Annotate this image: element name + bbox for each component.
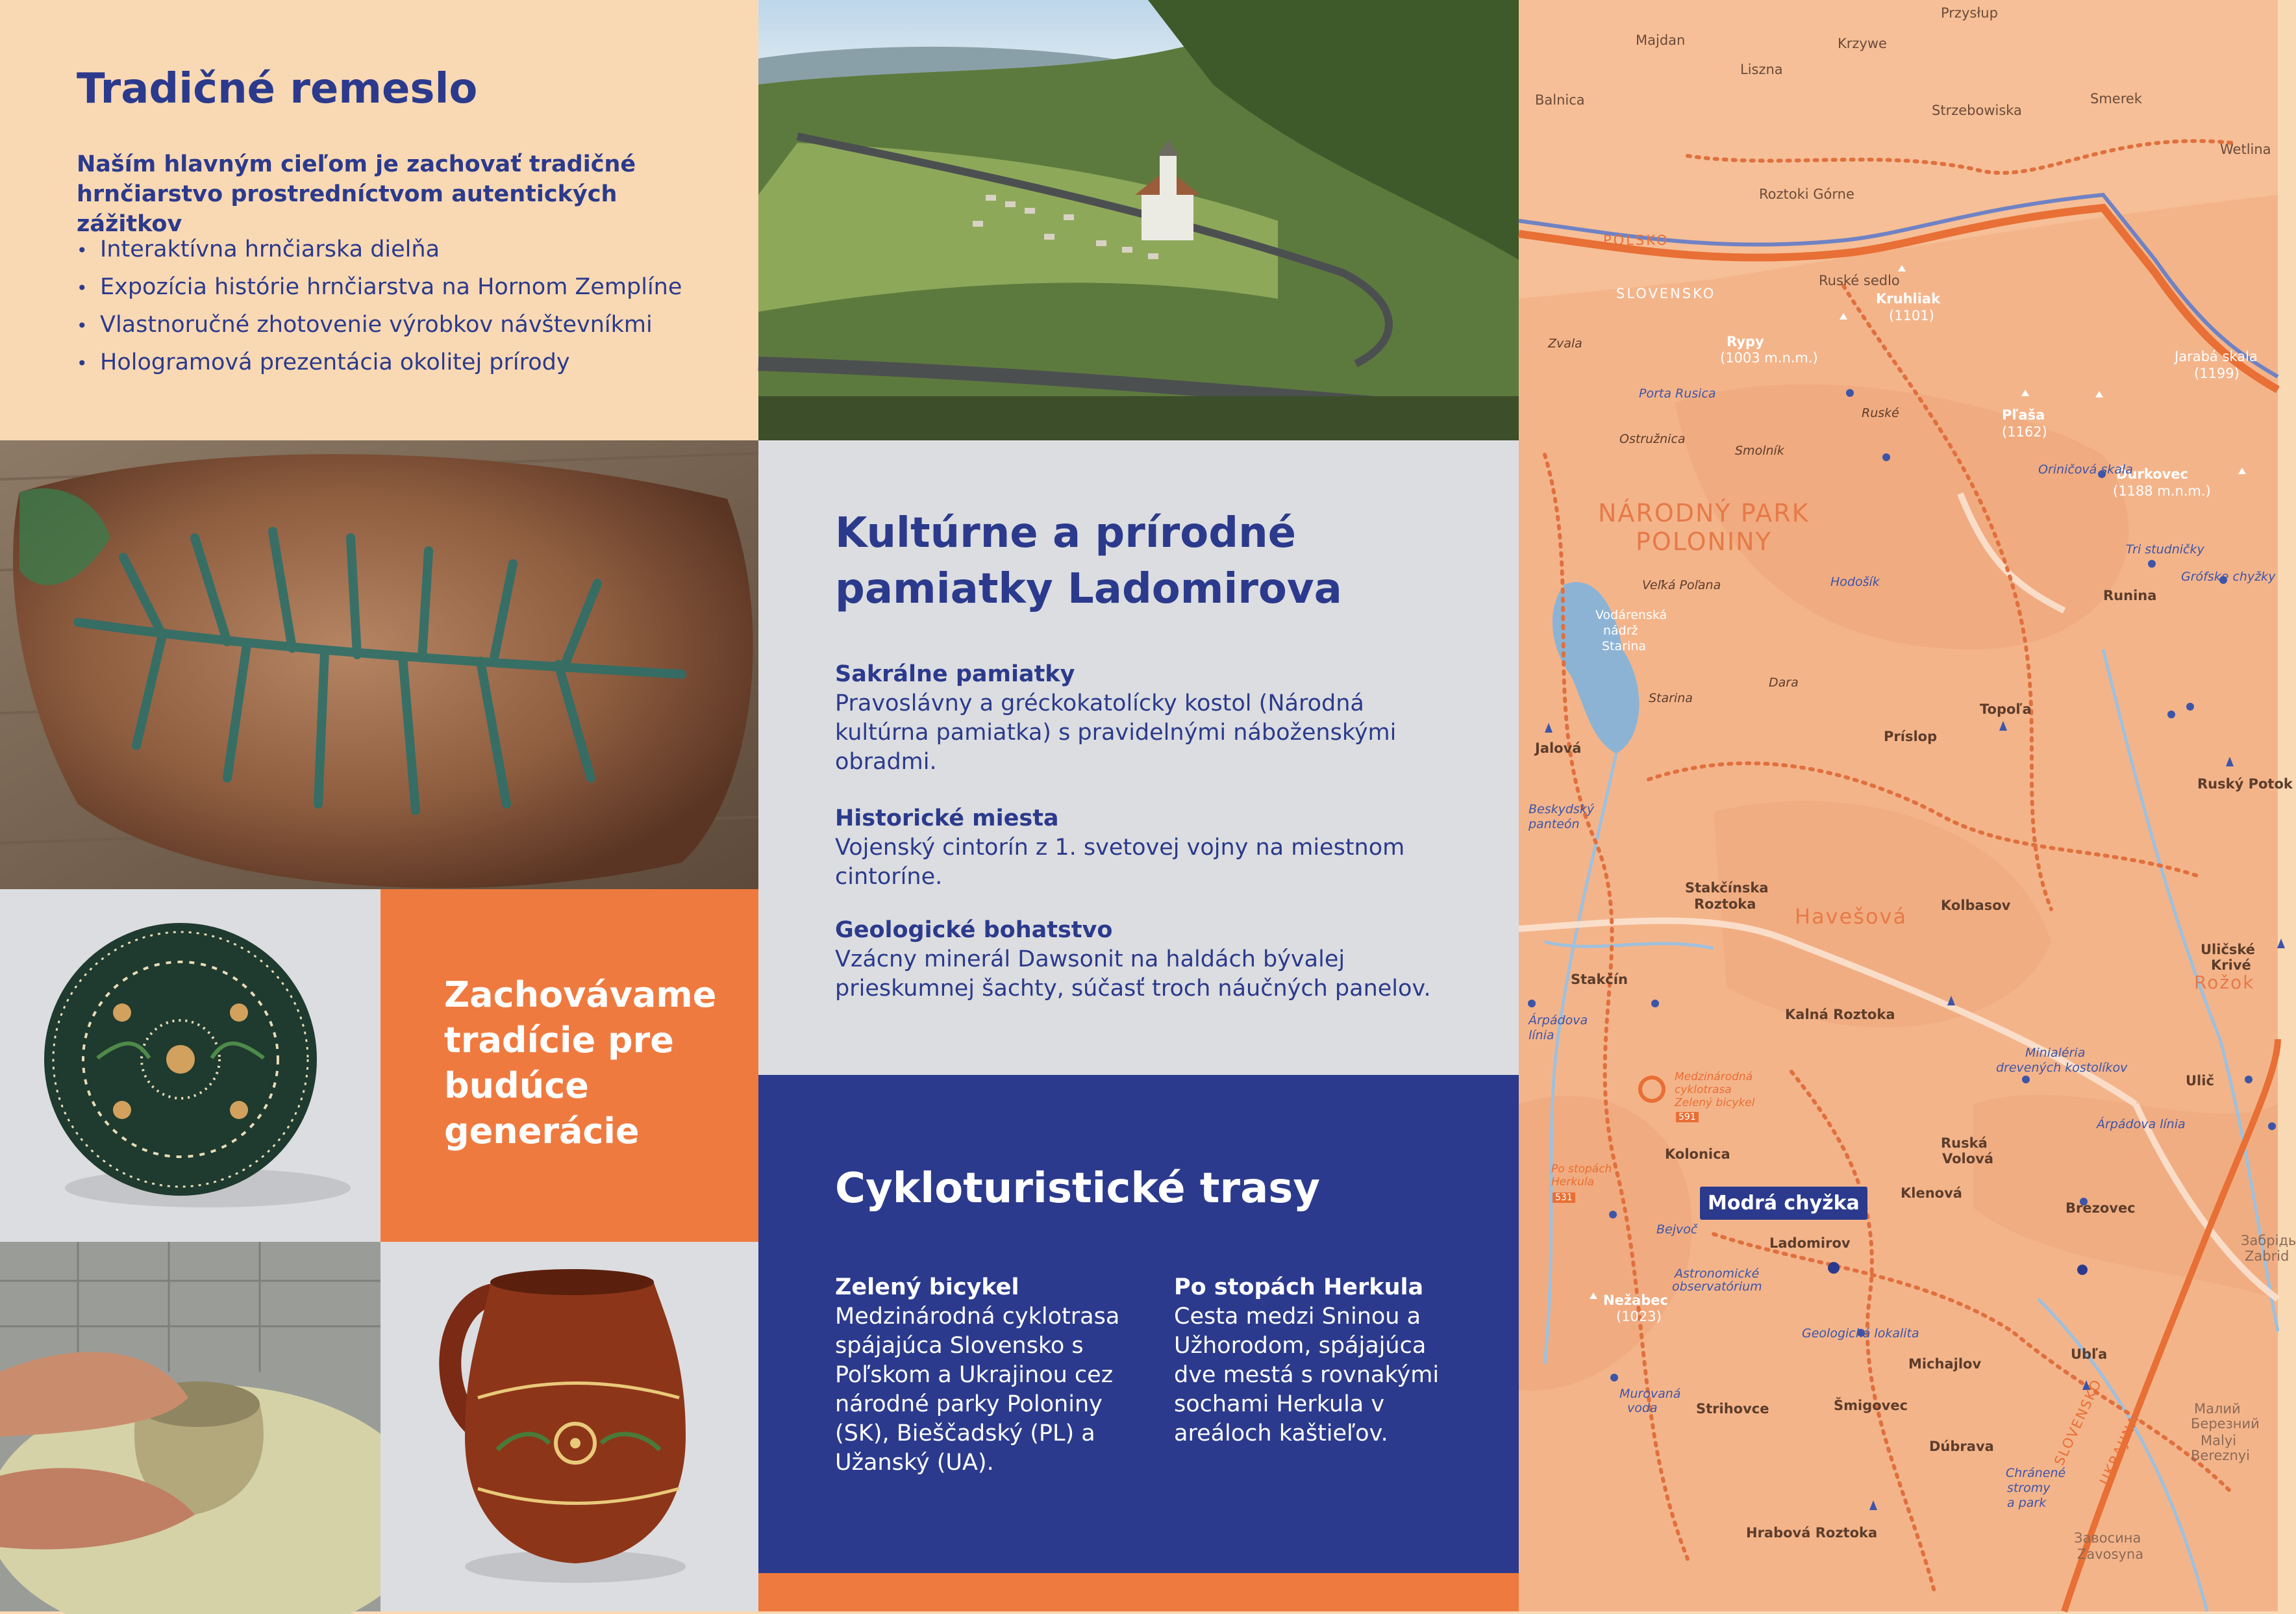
map-label: Smerek	[2090, 91, 2142, 107]
route-hercules	[1174, 1273, 1447, 1448]
section-heading: Sakrálne pamiatky	[835, 661, 1075, 687]
map-label: Malyi	[2201, 1433, 2237, 1448]
map-label: 591	[1676, 1112, 1699, 1122]
map-label: NÁRODNÝ PARK	[1598, 499, 1810, 527]
ceramic-jug-photo	[381, 1242, 758, 1611]
map-label: Astronomické	[1675, 1267, 1760, 1281]
map-label: Beskydský	[1529, 802, 1595, 816]
orange-strip	[758, 1573, 1519, 1611]
pottery-wheel-photo	[0, 1242, 381, 1611]
map-label: Pľaša	[2002, 407, 2045, 423]
map-label: (1003 m.n.m.)	[1720, 350, 1818, 366]
list-item: • Hologramová prezentácia okolitej prírody	[77, 344, 682, 382]
map-label: Rožok	[2194, 972, 2255, 993]
map-label: Topoľa	[1980, 701, 2032, 717]
map-label: Kolbasov	[1941, 898, 2011, 913]
map-label: POLSKO	[1603, 233, 1669, 248]
map-label: Ubľa	[2071, 1346, 2108, 1362]
map-label: Ostružnica	[1619, 432, 1686, 446]
map-label: Minialéria	[2025, 1046, 2086, 1060]
map-label: voda	[1627, 1401, 1658, 1415]
map-label: SLOVENSKO	[1616, 286, 1716, 301]
map-label: Volová	[1942, 1151, 1994, 1166]
map-label: (1199)	[2194, 366, 2240, 381]
map-label: Bereznyi	[2191, 1448, 2251, 1463]
map-label: 531	[1553, 1192, 1575, 1203]
map-label: Havešová	[1795, 904, 1908, 929]
map-label: (1101)	[1889, 308, 1934, 323]
map-label: Bejvoč	[1656, 1222, 1698, 1237]
map-label: observatórium	[1672, 1280, 1762, 1294]
section-heading: Historické miesta	[835, 805, 1059, 831]
map-label: Strzebowiska	[1932, 103, 2022, 118]
map-label: Roztoka	[1694, 896, 1756, 912]
map-label: drevených kostolíkov	[1996, 1061, 2128, 1075]
map-label: Kolonica	[1665, 1146, 1730, 1162]
map-callout-modra-chyzka[interactable]: Modrá chyžka	[1700, 1187, 1867, 1220]
cycling-panel	[758, 1075, 1519, 1573]
map-label: Березний	[2191, 1416, 2260, 1431]
map-label: Ladomirov	[1769, 1235, 1851, 1251]
map-label: Zvala	[1548, 336, 1582, 351]
map-label: Grófske chyžky	[2181, 570, 2276, 584]
map-label: Uličské	[2201, 942, 2256, 957]
section-sacral	[835, 660, 1458, 777]
map-label: Porta Rusica	[1639, 386, 1716, 401]
decorated-plate-photo	[0, 889, 381, 1242]
map-label: POLONINY	[1636, 527, 1772, 556]
map-label: Dara	[1769, 675, 1799, 690]
map-label: Michajlov	[1908, 1356, 1982, 1372]
route-green-bike	[835, 1273, 1160, 1478]
map-label: UKRAJINA	[2097, 1413, 2143, 1488]
map-label: Strihovce	[1696, 1401, 1769, 1417]
map-label: SLOVENSKO	[2051, 1376, 2105, 1469]
leaf-bowl-photo	[0, 440, 758, 889]
map-label: Vodárenská	[1595, 608, 1667, 622]
section-text: Vzácny minerál Dawsonit na haldách bývalej prieskumnej šachty, súčasť troch náučných panelov.	[835, 946, 1431, 1002]
map-label: Po stopách	[1551, 1163, 1612, 1176]
map-label: Smolník	[1735, 444, 1784, 458]
section-heading: Geologické bohatstvo	[835, 917, 1113, 943]
map-label: Przysłup	[1941, 5, 1998, 21]
map-label: Starina	[1602, 639, 1646, 653]
map-label: Kruhliak	[1876, 291, 1941, 307]
map-label: Klenová	[1901, 1185, 1962, 1201]
map-label: Zavosyna	[2077, 1546, 2144, 1562]
map-label: Hodošík	[1830, 575, 1880, 589]
intro-panel	[0, 0, 758, 440]
map-label: Dúbrava	[1929, 1439, 1994, 1454]
route-text: Cesta medzi Sninou a Užhorodom, spájajúca dve mestá s rovnakými sochami Herkula v areáloch kaštieľov.	[1174, 1304, 1440, 1446]
map-label: Krzywe	[1838, 36, 1887, 51]
map-label: Príslop	[1884, 729, 1938, 744]
map-label: Nežabec	[1603, 1292, 1668, 1308]
quote-text: Zachovávame tradície pre budúce generácie	[444, 974, 717, 1152]
map-label: Ruský Potok	[2197, 776, 2293, 792]
cycling-title: Cykloturistické trasy	[835, 1165, 1321, 1213]
list-item: • Vlastnoručné zhotovenie výrobkov návštevníkmi	[77, 307, 682, 344]
map-label: Wetlina	[2220, 142, 2271, 157]
map-label: Herkula	[1551, 1176, 1594, 1189]
map-label: Runina	[2103, 588, 2157, 603]
map-label: Balnica	[1535, 92, 1585, 108]
map-label: Stakčínska	[1685, 880, 1769, 896]
map-label: Rypy	[1727, 334, 1764, 349]
map-label: cyklotrasa	[1675, 1083, 1732, 1096]
map-label: stromy	[2007, 1481, 2051, 1495]
map-label: (1023)	[1616, 1309, 1662, 1324]
monuments-panel	[758, 440, 1519, 1075]
route-text: Medzinárodná cyklotrasa spájajúca Slovensko s Poľskom a Ukrajinou cez národné parky Poloniny (SK), Bieščadský (PL) a Užanský (UA).	[835, 1304, 1120, 1476]
map-label: panteón	[1529, 817, 1580, 831]
map-label: Stakčín	[1571, 972, 1628, 987]
region-map[interactable]	[1519, 0, 2296, 1611]
map-label: Chránené	[2006, 1466, 2066, 1480]
map-label: Завосина	[2074, 1530, 2141, 1546]
list-item: • Expozícia histórie hrnčiarstva na Hornom Zemplíne	[77, 269, 682, 307]
map-label: Ruské sedlo	[1819, 273, 1900, 288]
map-label: (1162)	[2002, 424, 2047, 440]
map-label: Árpádova	[1529, 1013, 1588, 1028]
map-label: Tri studničky	[2126, 542, 2204, 557]
map-label: Ulič	[2186, 1073, 2214, 1089]
list-item: • Interaktívna hrnčiarska dielňa	[77, 231, 682, 269]
intro-lead: Naším hlavným cieľom je zachovať tradičné hrnčiarstvo prostredníctvom autentických zážitkov	[77, 151, 636, 237]
map-label: Medzinárodná	[1675, 1070, 1753, 1083]
map-label: nádrž	[1603, 624, 1638, 638]
landscape-church-photo	[758, 0, 1519, 440]
map-label: Starina	[1649, 691, 1693, 705]
map-label: Малий	[2194, 1401, 2241, 1417]
map-label: Ďurkovec	[2116, 466, 2188, 482]
intro-title: Tradičné remeslo	[77, 65, 478, 113]
map-label: Jalová	[1535, 740, 1582, 756]
section-historic	[835, 804, 1458, 892]
map-label: Murovaná	[1619, 1387, 1681, 1401]
route-heading: Po stopách Herkula	[1174, 1274, 1424, 1300]
map-label: Krivé	[2211, 957, 2251, 973]
map-label: Oriničová skala	[2038, 462, 2133, 477]
map-label: Zabrid	[2245, 1248, 2290, 1264]
map-label: Veľká Poľana	[1642, 578, 1721, 592]
route-heading: Zelený bicykel	[835, 1274, 1019, 1300]
section-text: Pravoslávny a gréckokatolícky kostol (Národná kultúrna pamiatka) s pravidelnými náboženskými obradmi.	[835, 690, 1397, 775]
map-label: a park	[2007, 1496, 2047, 1510]
section-geology	[835, 916, 1458, 1003]
map-label: Brezovec	[2065, 1200, 2136, 1216]
map-label: Hrabová Roztoka	[1746, 1525, 1878, 1541]
map-label: Árpádova línia	[2097, 1117, 2186, 1131]
map-label: Забрідь	[2241, 1233, 2296, 1248]
map-label: (1188 m.n.m.)	[2113, 483, 2211, 499]
map-label: Zelený bicykel	[1675, 1096, 1755, 1109]
map-label: Majdan	[1636, 32, 1686, 48]
quote-panel	[381, 889, 758, 1242]
map-label: Jarabá skala	[2175, 349, 2258, 364]
map-label: Šmigovec	[1834, 1398, 1908, 1413]
map-label: Geologická lokalita	[1802, 1326, 1919, 1341]
map-label: Ruské	[1862, 406, 1899, 420]
monuments-title: Kultúrne a prírodné pamiatky Ladomirova	[835, 509, 1342, 613]
map-label: Liszna	[1740, 62, 1783, 77]
map-label: línia	[1529, 1028, 1554, 1042]
section-text: Vojenský cintorín z 1. svetovej vojny na miestnom cintoríne.	[835, 835, 1405, 890]
map-label: Ruská	[1941, 1135, 1988, 1151]
intro-list	[77, 231, 682, 382]
map-label: Kalná Roztoka	[1785, 1007, 1895, 1022]
map-label: Roztoki Górne	[1759, 186, 1854, 202]
